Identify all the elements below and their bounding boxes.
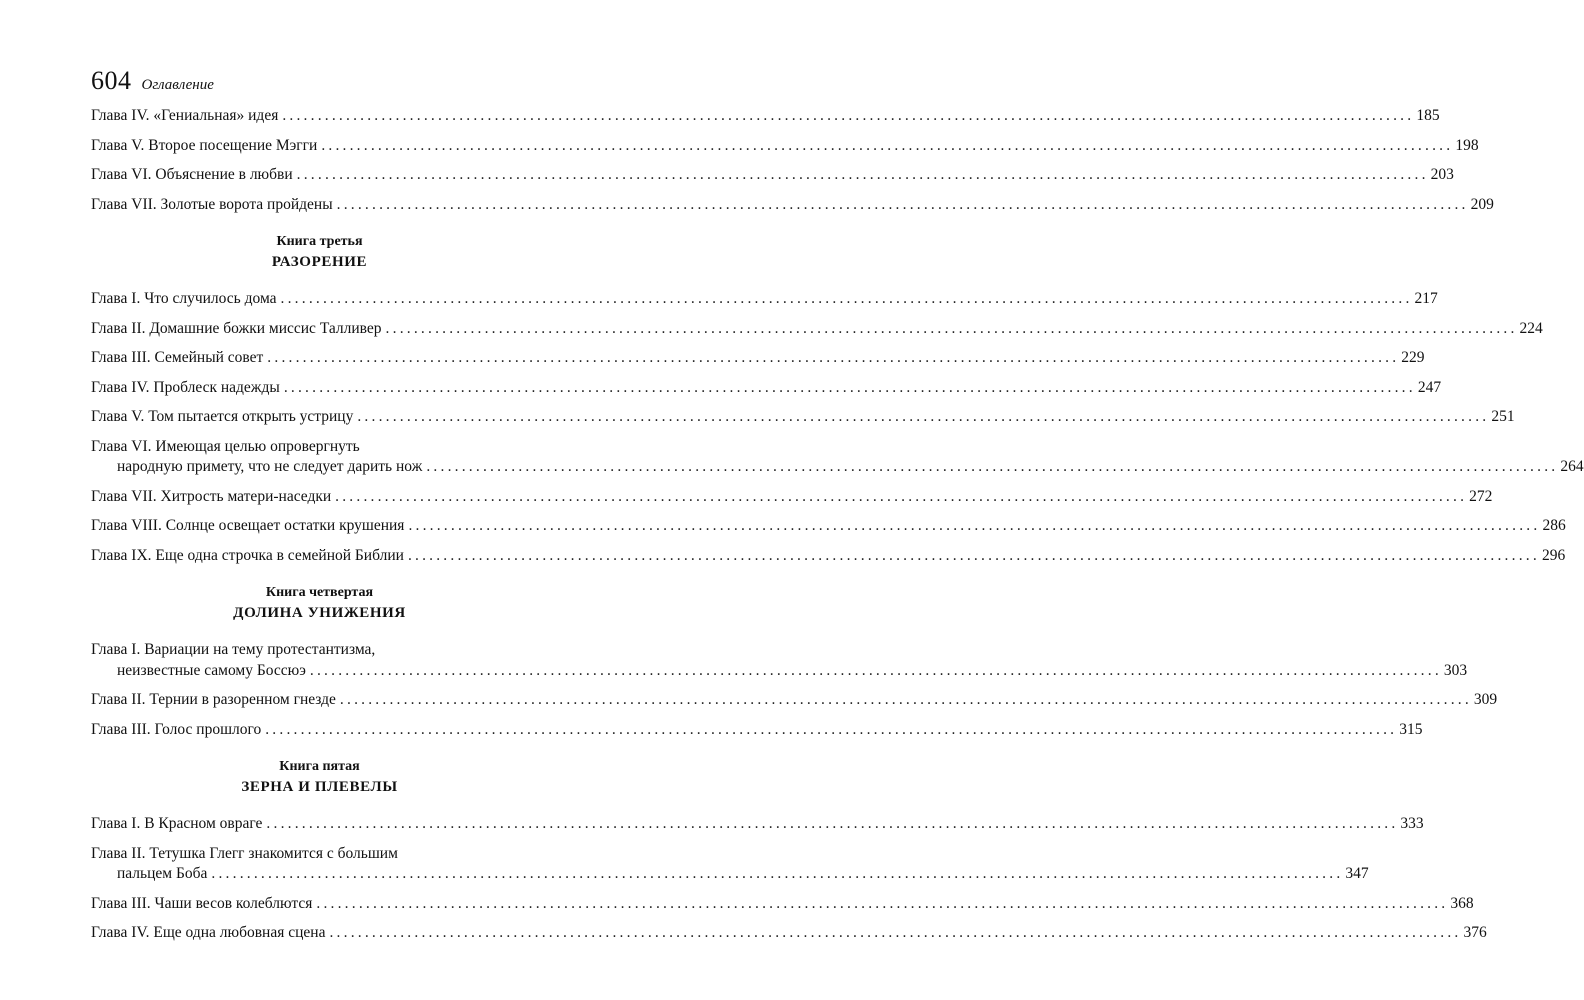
- page-ref: 296: [1541, 546, 1566, 564]
- toc-entry: [91, 348, 1425, 369]
- book-title: ЗЕРНА И ПЛЕВЕЛЫ: [241, 779, 398, 795]
- toc-entry: [91, 516, 1566, 537]
- dot-leader: ................................................................................................................................................................: [339, 691, 1472, 708]
- page-ref: 309: [1473, 691, 1498, 708]
- toc-entry: [91, 487, 1493, 508]
- chapter-title: Глава II. Тернии в разоренном гнезде: [91, 691, 336, 708]
- toc-entry: [91, 289, 1438, 310]
- page-ref: 368: [1450, 894, 1474, 912]
- page-ref: 303: [1443, 661, 1468, 679]
- page-ref: 217: [1414, 290, 1438, 307]
- dot-leader: ................................................................................................................................................................: [280, 290, 1413, 307]
- page-ref: 333: [1400, 815, 1424, 832]
- dot-leader: ................................................................................................................................................................: [309, 661, 1442, 679]
- chapter-title: Глава VII. Хитрость матери-наседки: [91, 487, 332, 505]
- dot-leader: ................................................................................................................................................................: [426, 458, 1559, 475]
- chapter-title: Глава V. Том пытается открыть устрицу: [91, 408, 354, 425]
- toc-entry: [91, 437, 1584, 478]
- toc-line: [91, 165, 1454, 186]
- toc-entry: [91, 378, 1442, 399]
- page-ref: 272: [1469, 487, 1493, 505]
- page-ref: 264: [1560, 458, 1584, 475]
- dot-leader: ................................................................................................................................................................: [282, 107, 1415, 124]
- toc-line: [91, 457, 1584, 478]
- chapter-title: Глава IV. Еще одна любовная сцена: [91, 924, 326, 941]
- toc-entry: [91, 195, 1494, 216]
- chapter-title: неизвестные самому Боссюэ: [117, 661, 306, 679]
- toc-entry: [91, 165, 1454, 186]
- toc-line: [91, 894, 1474, 915]
- toc-line: [91, 923, 1487, 944]
- page-ref: 251: [1491, 408, 1515, 425]
- toc-line: [91, 844, 548, 865]
- toc-line: [91, 546, 1566, 567]
- toc-line: [91, 407, 1515, 428]
- toc-line: [91, 690, 1498, 711]
- toc-line: [91, 487, 1493, 508]
- dot-leader: ................................................................................................................................................................: [267, 349, 1400, 366]
- chapter-title: Глава III. Чаши весов колеблются: [91, 894, 313, 912]
- toc-line: [91, 319, 1543, 340]
- page-ref: 203: [1430, 166, 1454, 183]
- chapter-title: Глава VIII. Солнце освещает остатки крушения: [91, 517, 405, 534]
- dot-leader: ................................................................................................................................................................: [316, 894, 1449, 912]
- page-ref: 185: [1416, 107, 1440, 124]
- toc-entry: [91, 106, 1440, 127]
- toc-entry: [91, 844, 1369, 885]
- toc-entry: [91, 546, 1566, 567]
- toc-entry: [91, 640, 1468, 681]
- toc-line: [91, 378, 1442, 399]
- toc-entry: [91, 720, 1423, 741]
- toc-entry: [91, 690, 1498, 711]
- chapter-title: Глава VI. Имеющая целью опровергнуть: [91, 437, 360, 455]
- chapter-title: народную примету, что не следует дарить нож: [117, 458, 423, 475]
- chapter-title: Глава II. Домашние божки миссис Талливер: [91, 319, 382, 337]
- page-number: 604: [91, 66, 132, 95]
- book-label: Книга четвертая: [265, 585, 374, 600]
- page-ref: 347: [1345, 865, 1369, 882]
- page-ref: 247: [1417, 378, 1442, 396]
- toc-line: [91, 720, 1423, 741]
- dot-leader: ................................................................................................................................................................: [211, 865, 1344, 882]
- toc-line: [91, 106, 1440, 127]
- toc-line: [91, 640, 548, 661]
- book-heading: [91, 758, 548, 798]
- toc-line: [91, 661, 1468, 682]
- toc-entry: [91, 407, 1515, 428]
- dot-leader: ................................................................................................................................................................: [283, 378, 1416, 396]
- book-heading: [91, 233, 548, 273]
- page-ref: 198: [1455, 136, 1479, 154]
- page-ref: 376: [1463, 924, 1487, 941]
- chapter-title: Глава IV. «Гениальная» идея: [91, 107, 279, 124]
- dot-leader: ................................................................................................................................................................: [335, 487, 1468, 505]
- toc-line: [91, 814, 1424, 835]
- dot-leader: ................................................................................................................................................................: [385, 319, 1518, 337]
- dot-leader: ................................................................................................................................................................: [329, 924, 1462, 941]
- chapter-title: пальцем Боба: [117, 865, 208, 882]
- chapter-title: Глава IV. Проблеск надежды: [91, 378, 280, 396]
- dot-leader: ................................................................................................................................................................: [407, 546, 1540, 564]
- page-ref: 224: [1519, 319, 1543, 337]
- chapter-title: Глава VI. Объяснение в любви: [91, 166, 293, 183]
- toc-line: [91, 195, 1494, 216]
- page-ref: 209: [1470, 195, 1494, 213]
- book-label: Книга третья: [276, 234, 363, 249]
- page-ref: 286: [1542, 517, 1566, 534]
- chapter-title: Глава IX. Еще одна строчка в семейной Библии: [91, 546, 404, 564]
- chapter-title: Глава III. Голос прошлого: [91, 720, 262, 738]
- toc-line: [91, 516, 1566, 537]
- toc-line: [91, 289, 1438, 310]
- toc-entry: [91, 923, 1487, 944]
- dot-leader: ................................................................................................................................................................: [408, 517, 1541, 534]
- page-ref: 229: [1401, 349, 1425, 366]
- chapter-title: Глава III. Семейный совет: [91, 349, 264, 366]
- chapter-title: Глава II. Тетушка Глегг знакомится с большим: [91, 844, 398, 862]
- dot-leader: ................................................................................................................................................................: [357, 408, 1490, 425]
- table-of-contents: [91, 106, 1584, 953]
- dot-leader: ................................................................................................................................................................: [336, 195, 1469, 213]
- toc-line: [91, 348, 1425, 369]
- toc-line: [91, 136, 1479, 157]
- toc-line: [91, 864, 1369, 885]
- book-heading: [91, 584, 548, 624]
- chapter-title: Глава I. Что случилось дома: [91, 290, 277, 307]
- dot-leader: ................................................................................................................................................................: [266, 815, 1399, 832]
- toc-line: [91, 437, 548, 458]
- toc-entry: [91, 319, 1543, 340]
- toc-entry: [91, 894, 1474, 915]
- dot-leader: ................................................................................................................................................................: [321, 136, 1454, 154]
- dot-leader: ................................................................................................................................................................: [296, 166, 1429, 183]
- dot-leader: ................................................................................................................................................................: [265, 720, 1398, 738]
- toc-entry: [91, 136, 1479, 157]
- running-head: [91, 66, 214, 96]
- book-title: ДОЛИНА УНИЖЕНИЯ: [233, 605, 406, 621]
- book-title: РАЗОРЕНИЕ: [271, 254, 368, 270]
- toc-entry: [91, 814, 1424, 835]
- chapter-title: Глава I. Вариации на тему протестантизма,: [91, 641, 376, 658]
- running-head-title: Оглавление: [141, 77, 214, 93]
- book-label: Книга пятая: [279, 759, 360, 774]
- chapter-title: Глава I. В Красном овраге: [91, 815, 263, 832]
- chapter-title: Глава V. Второе посещение Мэгги: [91, 136, 318, 154]
- chapter-title: Глава VII. Золотые ворота пройдены: [91, 195, 333, 213]
- page-ref: 315: [1399, 720, 1423, 738]
